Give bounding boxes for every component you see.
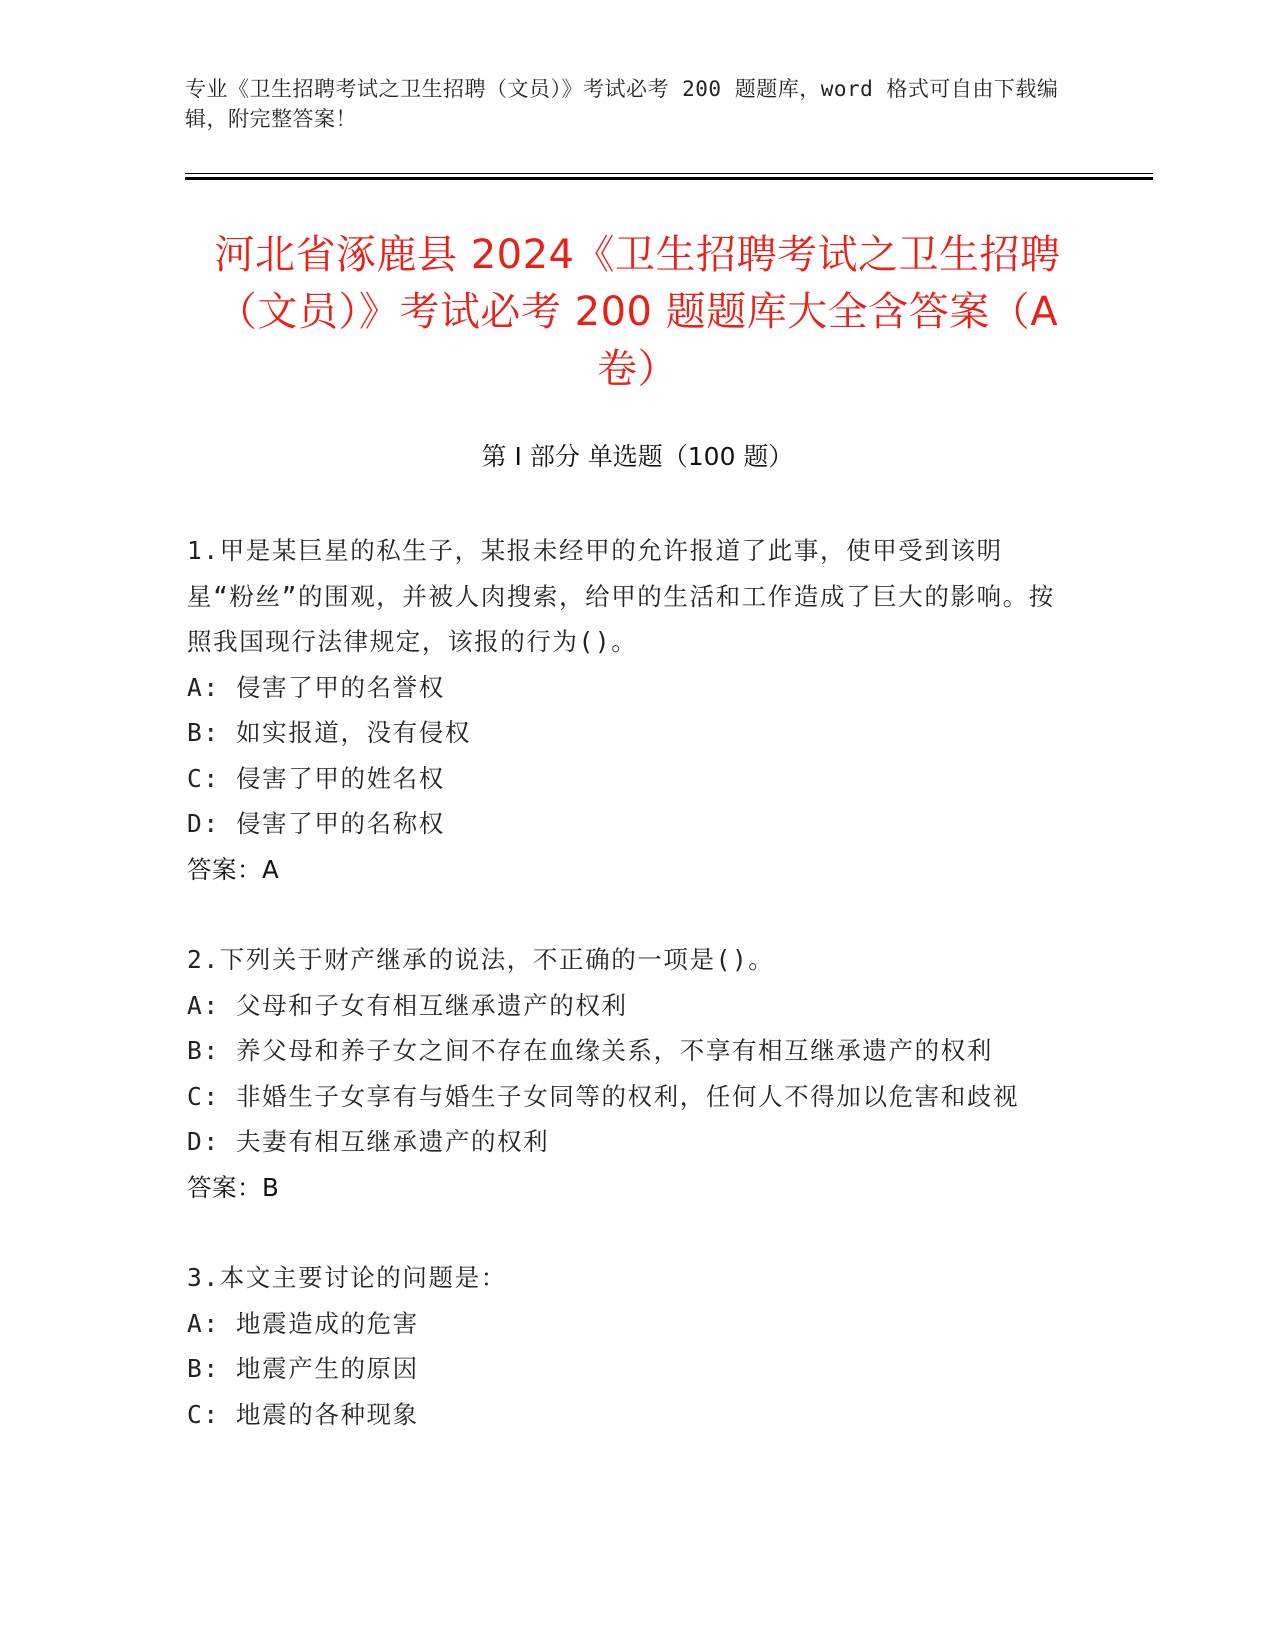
section-heading: 第 I 部分 单选题（100 题） [481, 442, 794, 471]
question-stem: 1.甲是某巨星的私生子，某报未经甲的允许报道了此事，使甲受到该明星“粉丝”的围观，并被人肉搜索，给甲的生活和工作造成了巨大的影响。按照我国现行法律规定，该报的行为()。 [187, 536, 1055, 656]
option-c: C: 非婚生子女享有与婚生子女同等的权利，任何人不得加以危害和歧视 [187, 1081, 1020, 1111]
option-b: B: 地震产生的原因 [187, 1354, 419, 1383]
option-a: A: 地震造成的危害 [187, 1308, 419, 1338]
option-a: A: 父母和子女有相互继承遗产的权利 [187, 990, 628, 1020]
answer: 答案：A [187, 854, 280, 884]
option-a: A: 侵害了甲的名誉权 [187, 672, 445, 702]
question-stem: 3.本文主要讨论的问题是： [187, 1263, 507, 1292]
option-b: B: 如实报道，没有侵权 [187, 718, 471, 747]
option-d: D: 夫妻有相互继承遗产的权利 [187, 1127, 550, 1156]
header-note: 专业《卫生招聘考试之卫生招聘（文员）》考试必考 200 题题库，word 格式可自由下载编辑，附完整答案！ [185, 77, 1059, 131]
question-list [187, 528, 1067, 1482]
question-stem: 2.下列关于财产继承的说法，不正确的一项是()。 [187, 945, 775, 974]
option-c: C: 侵害了甲的姓名权 [187, 763, 445, 793]
header-rule-thick [185, 177, 1153, 180]
question-1 [187, 528, 1067, 892]
option-d: D: 侵害了甲的名称权 [187, 809, 445, 838]
question-3 [187, 1255, 1067, 1437]
document-title: 河北省涿鹿县 2024《卫生招聘考试之卫生招聘（文员）》考试必考 200 题题库大全含答案（A 卷） [214, 232, 1061, 392]
option-b: B: 养父母和养子女之间不存在血缘关系，不享有相互继承遗产的权利 [187, 1036, 993, 1065]
question-2 [187, 937, 1067, 1210]
header-rule-thin [185, 173, 1153, 174]
answer: 答案：B [187, 1172, 280, 1202]
option-c: C: 地震的各种现象 [187, 1399, 419, 1429]
